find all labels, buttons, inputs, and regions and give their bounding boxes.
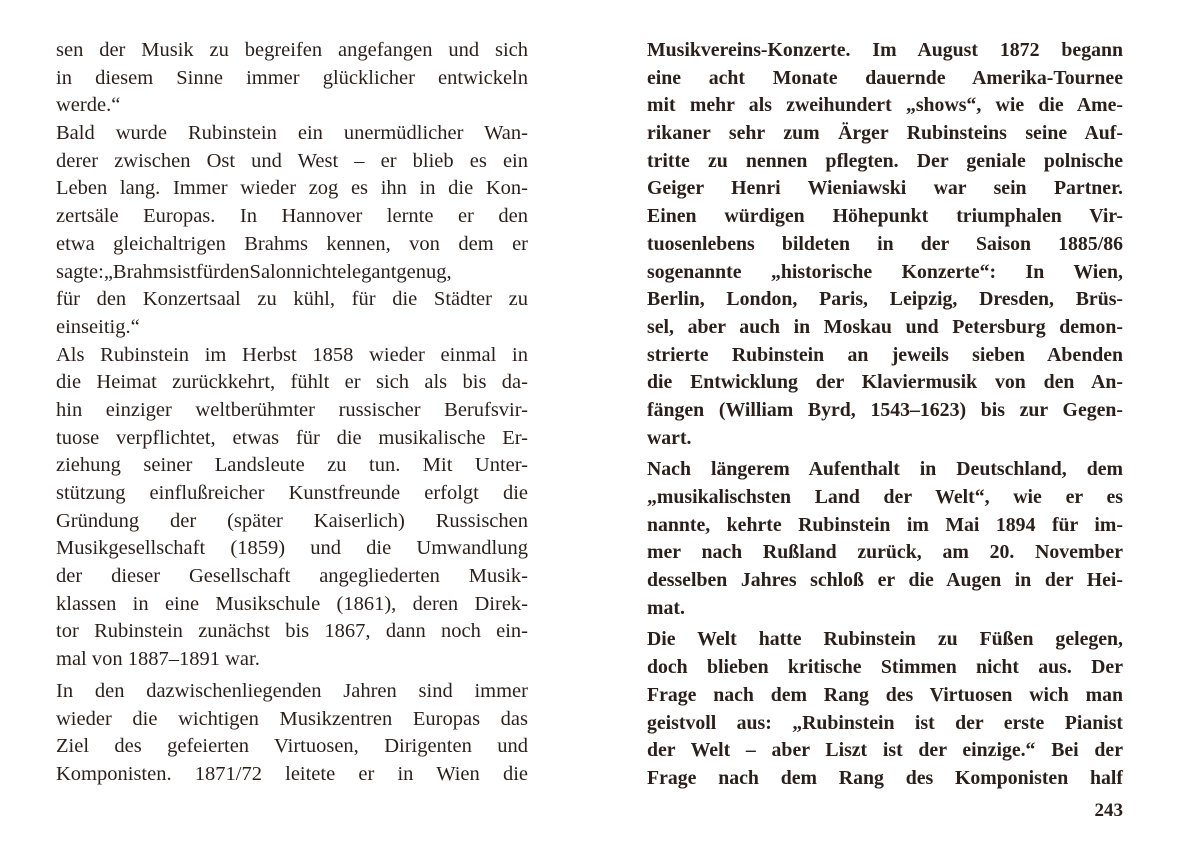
page-number: 243 (1094, 800, 1123, 821)
text-line: der Welt – aber Liszt ist der einzige.“ Bei der (647, 739, 1123, 762)
text-line: doch blieben kritische Stimmen nicht aus. Der (647, 656, 1123, 679)
text-line: Geiger Henri Wieniawski war sein Partner. (647, 177, 1123, 200)
text-line: Einen würdigen Höhepunkt triumphalen Vir- (647, 205, 1123, 228)
right-text-column (647, 37, 1123, 793)
text-line: Berlin, London, Paris, Leipzig, Dresden, Brüs- (647, 288, 1123, 311)
text-line: mit mehr als zweihundert „shows“, wie die Ame- (647, 94, 1123, 117)
text-line: desselben Jahres schloß er die Augen in der Hei- (647, 569, 1123, 592)
text-line: die Entwicklung der Klaviermusik von den An- (647, 371, 1123, 394)
text-line: stützung einflußreicher Kunstfreunde erfolgt die (56, 482, 528, 504)
text-line: wart. (647, 426, 692, 449)
text-line: der dieser Gesellschaft angegliederten Musik- (56, 565, 528, 588)
text-line: etwa gleichaltrigen Brahms kennen, von dem er (56, 232, 528, 255)
text-line: zertsäle Europas. In Hannover lernte er den (56, 205, 528, 228)
text-line: Nach längerem Aufenthalt in Deutschland, dem (647, 458, 1123, 481)
text-line: mer nach Rußland zurück, am 20. November (647, 541, 1123, 564)
text-line: „musikalischsten Land der Welt“, wie er es (647, 486, 1123, 508)
text-line: Ziel des gefeierten Virtuosen, Dirigenten und (56, 735, 528, 758)
text-line: Musikvereins-Konzerte. Im August 1872 begann (647, 39, 1123, 61)
text-line: werde.“ (56, 94, 121, 117)
text-line: tor Rubinstein zunächst bis 1867, dann noch ein- (56, 620, 528, 643)
text-line: tuose verpflichtet, etwas für die musikalische Er- (56, 426, 528, 449)
text-line: wieder die wichtigen Musikzentren Europas das (56, 707, 528, 730)
text-line: nannte, kehrte Rubinstein im Mai 1894 für im- (647, 513, 1123, 536)
text-line: mal von 1887–1891 war. (56, 648, 260, 671)
text-line: derer zwischen Ost und West – er blieb es ein (56, 149, 528, 172)
text-line: Gründung der (später Kaiserlich) Russischen (56, 509, 528, 532)
left-text-column (56, 37, 528, 789)
text-line: Die Welt hatte Rubinstein zu Füßen gelegen, (647, 628, 1123, 651)
text-line: für den Konzertsaal zu kühl, für die Städter zu (56, 288, 528, 311)
text-line: Als Rubinstein im Herbst 1858 wieder einmal in (56, 343, 528, 366)
text-line: die Heimat zurückkehrt, fühlt er sich als bis da- (56, 371, 528, 394)
text-line: Musikgesellschaft (1859) und die Umwandlung (56, 537, 528, 560)
text-line: in diesem Sinne immer glücklicher entwickeln (56, 66, 528, 89)
text-line: sagte:„BrahmsistfürdenSalonnichtelegantgenug, (56, 260, 452, 283)
text-line: Bald wurde Rubinstein ein unermüdlicher Wan- (56, 122, 528, 145)
text-line: ziehung seiner Landsleute zu tun. Mit Unter- (56, 454, 528, 477)
text-line: geistvoll aus: „Rubinstein ist der erste Pianist (647, 711, 1123, 734)
text-line: Komponisten. 1871/72 leitete er in Wien die (56, 762, 528, 785)
text-line: klassen in eine Musikschule (1861), deren Direk- (56, 592, 528, 615)
text-line: sen der Musik zu begreifen angefangen und sich (56, 39, 528, 61)
text-line: rikaner sehr zum Ärger Rubinsteins seine Auf- (647, 122, 1123, 145)
text-line: eine acht Monate dauernde Amerika-Tournee (647, 66, 1123, 89)
text-line: Frage nach dem Rang des Virtuosen wich man (647, 683, 1123, 706)
text-line: Frage nach dem Rang des Komponisten half (647, 766, 1123, 789)
text-line: hin einziger weltberühmter russischer Berufsvir- (56, 398, 528, 421)
text-line: fängen (William Byrd, 1543–1623) bis zur Gegen- (647, 398, 1123, 421)
text-line: sel, aber auch in Moskau und Petersburg demon- (647, 315, 1123, 338)
text-line: tritte zu nennen pflegten. Der geniale polnische (647, 149, 1123, 172)
text-line: Leben lang. Immer wieder zog es ihn in die Kon- (56, 177, 528, 200)
text-line: strierte Rubinstein an jeweils sieben Abenden (647, 343, 1123, 366)
text-line: mat. (647, 596, 685, 619)
text-line: tuosenlebens bildeten in der Saison 1885/86 (647, 232, 1123, 255)
text-line: einseitig.“ (56, 315, 140, 338)
text-line: In den dazwischenliegenden Jahren sind immer (56, 679, 528, 702)
text-line: sogenannte „historische Konzerte“: In Wien, (647, 260, 1123, 283)
